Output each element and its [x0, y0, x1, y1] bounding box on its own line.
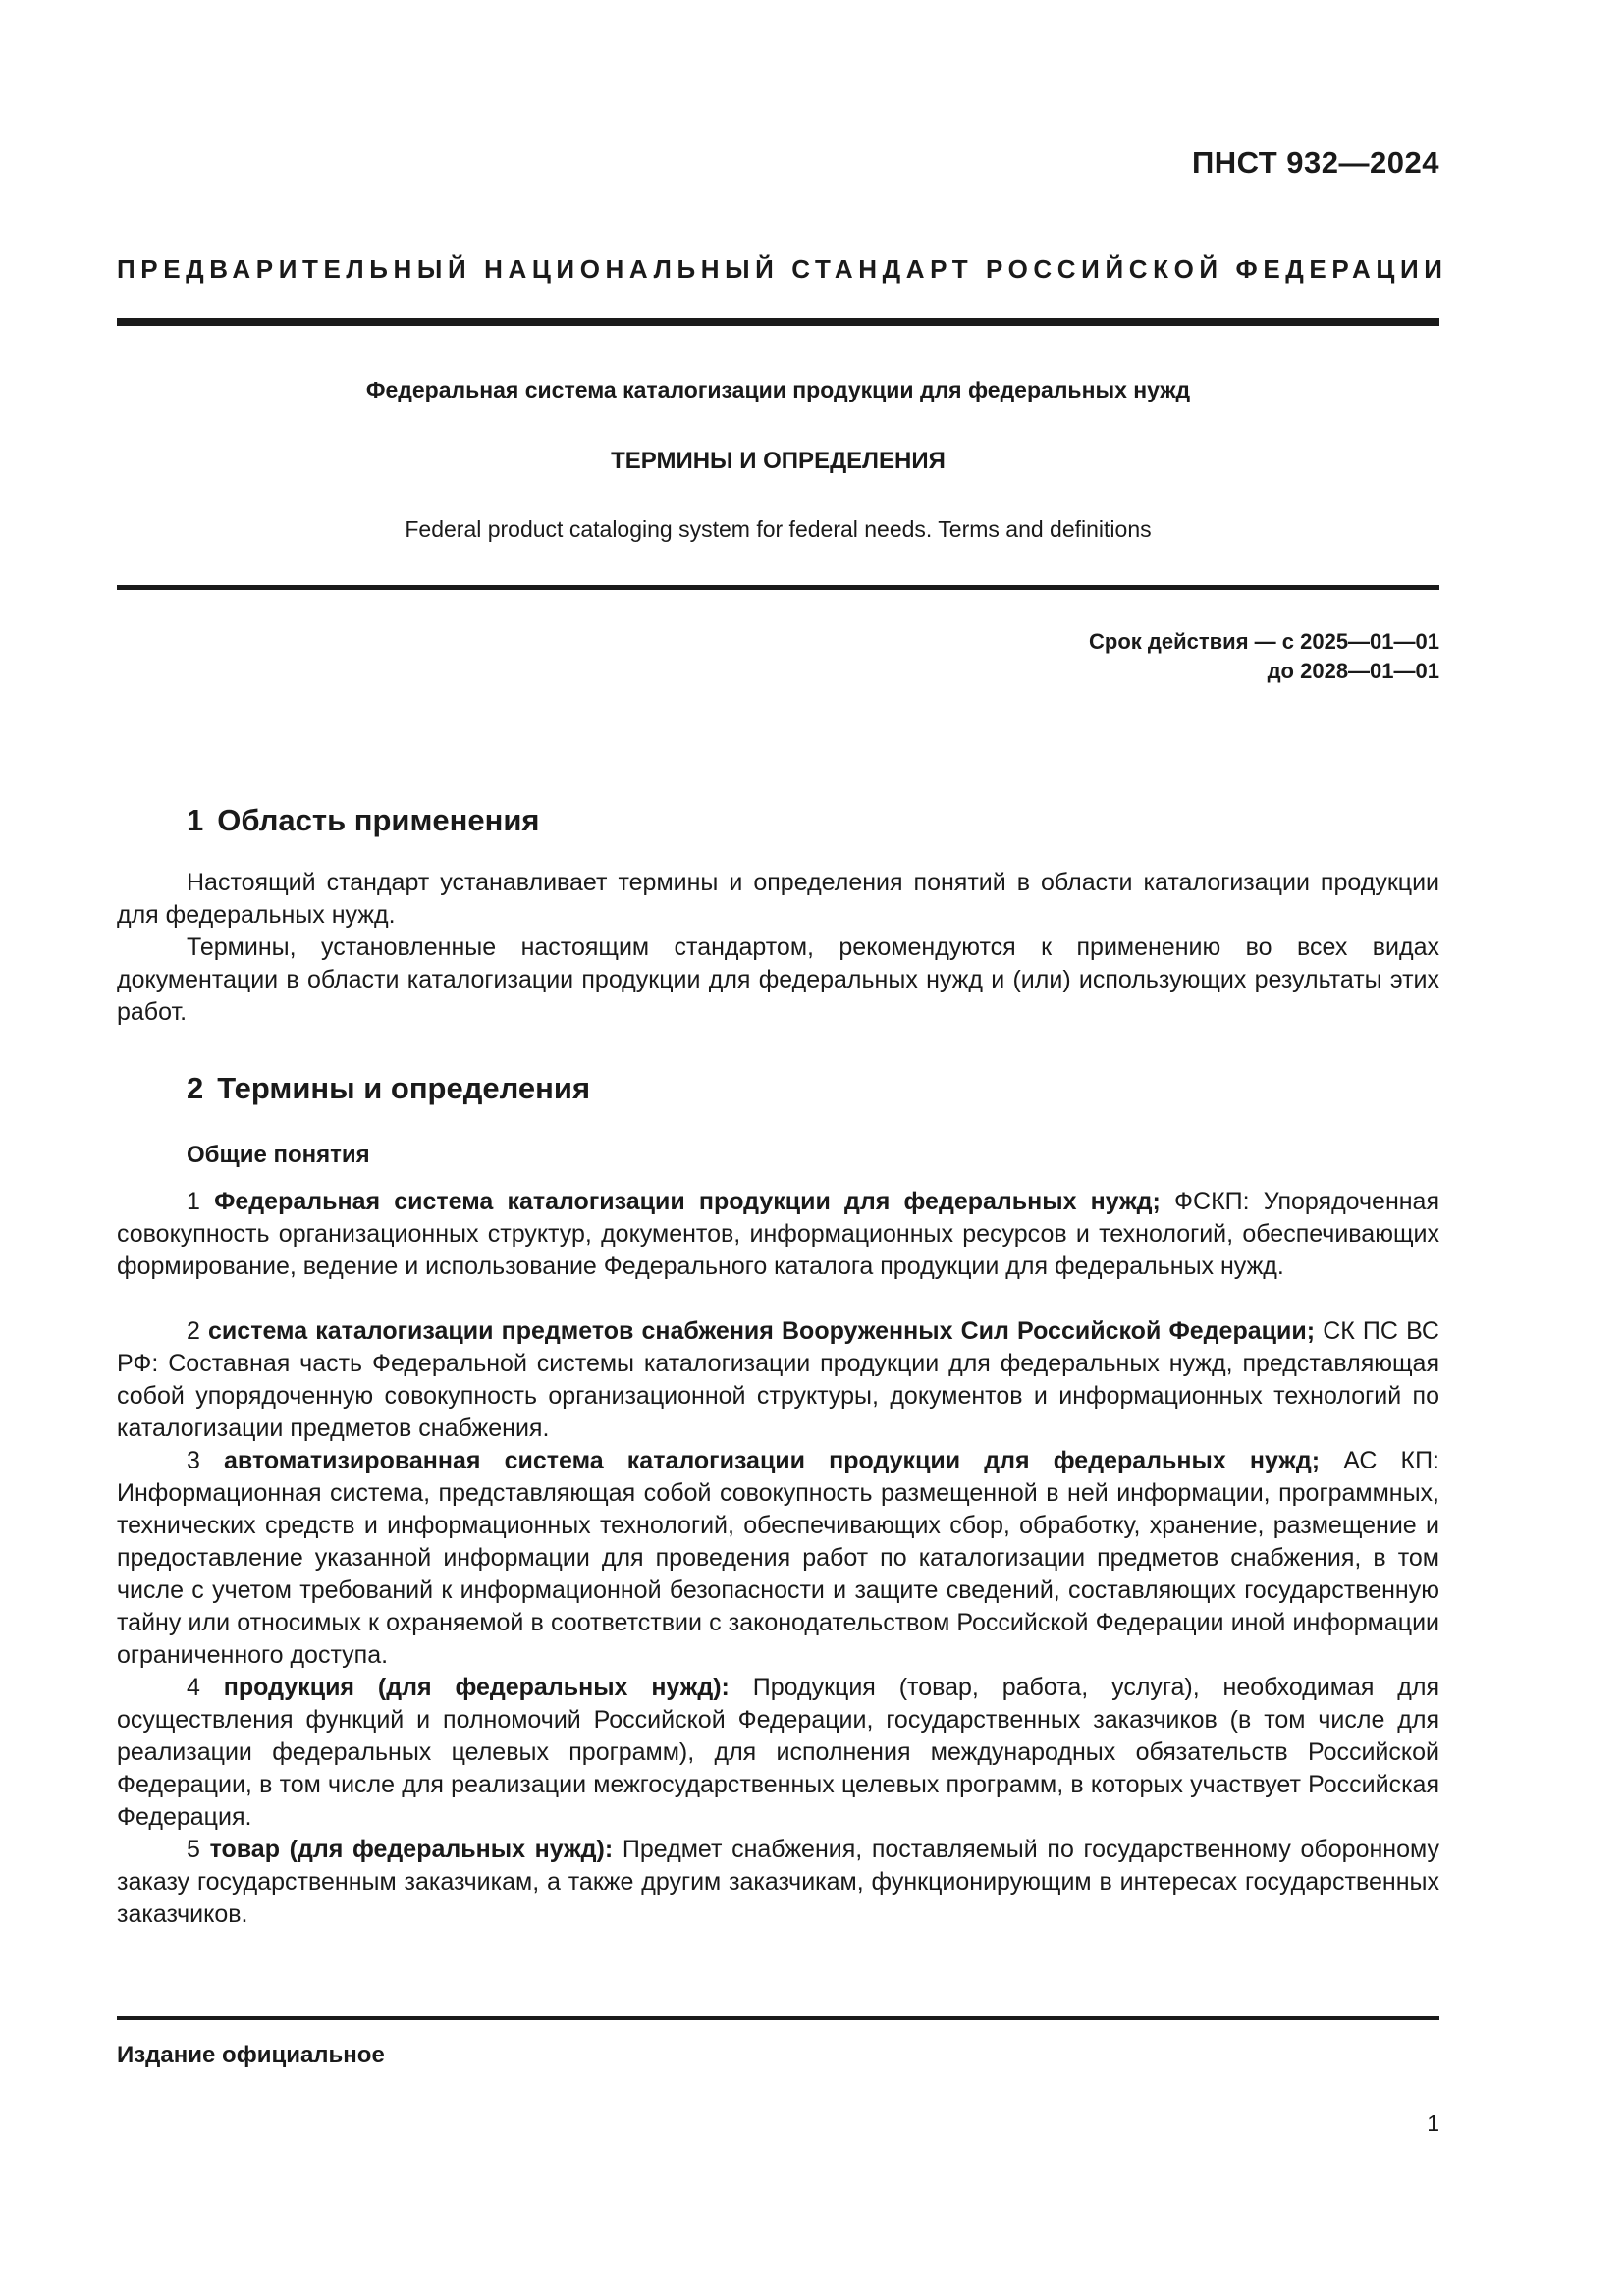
- term-definition: АС КП: Информационная система, представляющая собой совокупность размещенной в ней информации, программных, технических средств и информационных технологий, обеспечивающих сбор, обработку, хранение, размещение и предоставление указанной информации для проведения работ по каталогизации предметов снабжения, в том числе с учетом требований к информационной безопасности и защите сведений, составляющих государственную тайну или относимых к охраняемой в соответствии с законодательством Российской Федерации иной информации ограниченного доступа.: [117, 1447, 1439, 1669]
- section-1-title: Область применения: [217, 803, 540, 837]
- title-rule: [117, 585, 1439, 590]
- term-entry-3: [117, 1445, 1439, 1672]
- page-number: 1: [1427, 2110, 1439, 2136]
- document-title: Федеральная система каталогизации продукции для федеральных нужд: [365, 377, 1191, 402]
- term-entry-5: [117, 1834, 1439, 1931]
- term-name: система каталогизации предметов снабжения Вооруженных Сил Российской Федерации;: [208, 1317, 1316, 1345]
- footer-rule: [117, 2016, 1439, 2020]
- section-1-heading: [187, 803, 540, 838]
- term-number: 4: [187, 1674, 200, 1701]
- term-entry-1: [117, 1186, 1439, 1283]
- section-2-title: Термины и определения: [217, 1071, 591, 1105]
- term-number: 1: [187, 1188, 200, 1215]
- term-number: 5: [187, 1836, 200, 1863]
- top-rule: [117, 318, 1439, 326]
- term-name: Федеральная система каталогизации продукции для федеральных нужд;: [214, 1188, 1161, 1215]
- term-name: продукция (для федеральных нужд):: [223, 1674, 730, 1701]
- section-2-heading: [187, 1071, 590, 1106]
- section-2-number: 2: [187, 1071, 204, 1105]
- document-subtitle: ТЕРМИНЫ И ОПРЕДЕЛЕНИЯ: [611, 448, 946, 474]
- term-entry-2: [117, 1315, 1439, 1445]
- section-1-paragraph-1: Настоящий стандарт устанавливает термины и определения понятий в области каталогизации продукции для федеральных нужд.: [117, 869, 1439, 929]
- term-name: товар (для федеральных нужд):: [209, 1836, 614, 1863]
- standard-banner: ПРЕДВАРИТЕЛЬНЫЙ НАЦИОНАЛЬНЫЙ СТАНДАРТ РОССИЙСКОЙ ФЕДЕРАЦИИ: [117, 254, 1448, 284]
- term-number: 3: [187, 1447, 200, 1474]
- document-title-english: Federal product cataloging system for federal needs. Terms and definitions: [405, 516, 1152, 542]
- term-definition: ФСКП: Упорядоченная совокупность организационных структур, документов, информационных ресурсов и технологий, обеспечивающих формирование, ведение и использование Федерального каталога продукции для федеральных нужд.: [117, 1188, 1439, 1280]
- term-definition: СК ПС ВС РФ: Составная часть Федеральной системы каталогизации продукции для федеральных нужд, представляющая собой упорядоченную совокупность организационной структуры, документов и информационных технологий по каталогизации предметов снабжения.: [117, 1317, 1439, 1442]
- section-2-subheading: Общие понятия: [187, 1142, 370, 1168]
- section-1-paragraph-2: Термины, установленные настоящим стандартом, рекомендуются к применению во всех видах документации в области каталогизации продукции для федеральных нужд и (или) использующих результаты этих работ.: [117, 934, 1439, 1026]
- term-entry-4: [117, 1672, 1439, 1834]
- validity-period: [1089, 627, 1439, 686]
- section-1-number: 1: [187, 803, 204, 837]
- standard-designation: ПНСТ 932—2024: [1191, 145, 1439, 180]
- official-edition-label: Издание официальное: [117, 2042, 385, 2068]
- term-number: 2: [187, 1317, 200, 1345]
- validity-to: до 2028—01—01: [1267, 659, 1439, 683]
- term-definition: Продукция (товар, работа, услуга), необходимая для осуществления функций и полномочий Российской Федерации, государственных заказчиков (в том числе для реализации федеральных целевых программ), для исполнения международных обязательств Российской Федерации, в том числе для реализации межгосударственных целевых программ, в которых участвует Российская Федерация.: [117, 1674, 1439, 1831]
- term-name: автоматизированная система каталогизации продукции для федеральных нужд;: [224, 1447, 1321, 1474]
- term-definition: Предмет снабжения, поставляемый по государственному оборонному заказу государственным заказчикам, а также другим заказчикам, функционирующим в интересах государственных заказчиков.: [117, 1836, 1439, 1928]
- validity-from: Срок действия — с 2025—01—01: [1089, 629, 1439, 654]
